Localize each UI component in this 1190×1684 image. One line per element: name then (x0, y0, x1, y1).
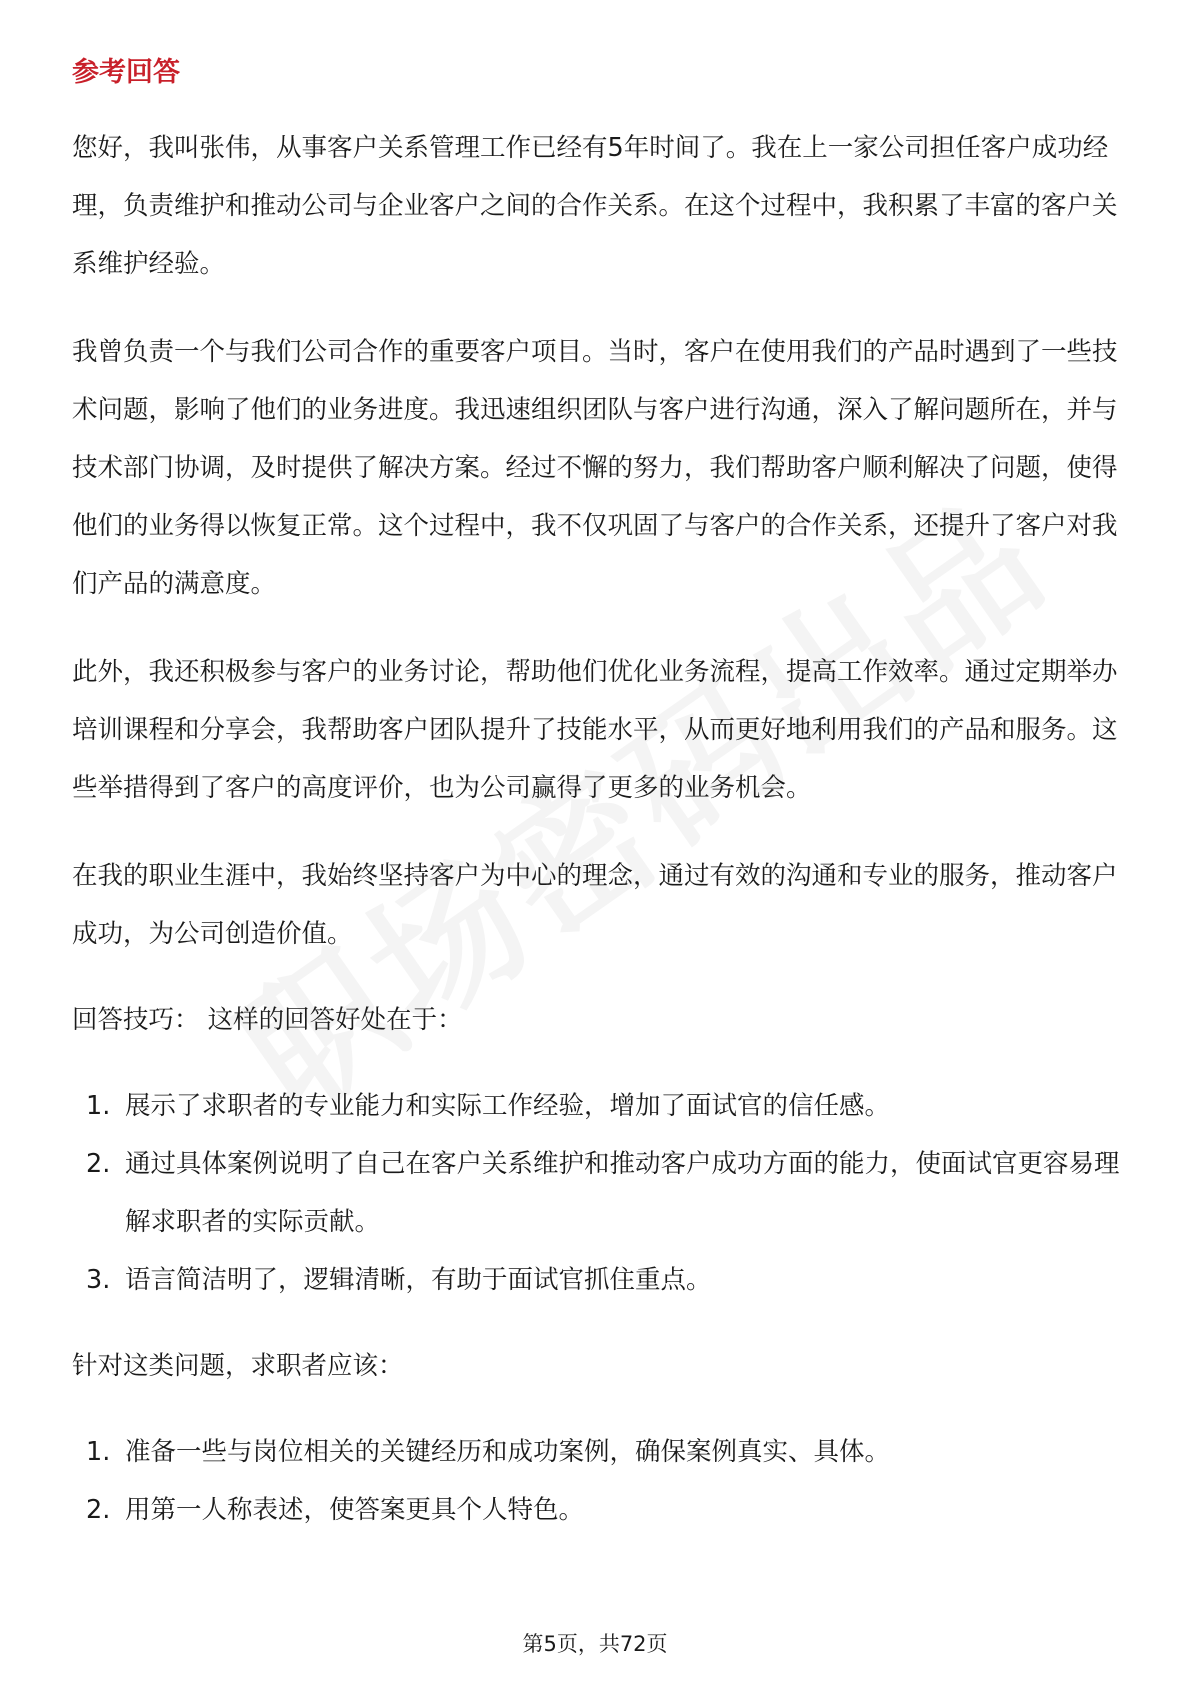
list-text: 用第一人称表述，使答案更具个人特色。 (125, 1495, 585, 1525)
section-heading: 参考回答 (72, 57, 180, 88)
list-text: 展示了求职者的专业能力和实际工作经验，增加了面试官的信任感。 (125, 1091, 891, 1121)
list-item (72, 1135, 1122, 1251)
list-number: 2. (86, 1495, 111, 1525)
paragraph-extra: 此外，我还积极参与客户的业务讨论，帮助他们优化业务流程，提高工作效率。通过定期举办培训课程和分享会，我帮助客户团队提升了技能水平，从而更好地利用我们的产品和服务。这些举措得到了客户的高度评价，也为公司赢得了更多的业务机会。 (72, 657, 1118, 803)
list-text: 通过具体案例说明了自己在客户关系维护和推动客户成功方面的能力，使面试官更容易理解求职者的实际贡献。 (125, 1149, 1120, 1237)
list-text: 准备一些与岗位相关的关键经历和成功案例，确保案例真实、具体。 (125, 1437, 891, 1467)
advice-intro: 针对这类问题，求职者应该： (72, 1351, 404, 1381)
tips-list (72, 1077, 1122, 1309)
paragraph-intro: 您好，我叫张伟，从事客户关系管理工作已经有5年时间了。我在上一家公司担任客户成功经理，负责维护和推动公司与企业客户之间的合作关系。在这个过程中，我积累了丰富的客户关系维护经验。 (72, 133, 1118, 279)
page-number: 第5页，共72页 (522, 1632, 668, 1656)
list-number: 1. (86, 1437, 111, 1467)
list-item (72, 1251, 1122, 1309)
paragraph-summary: 在我的职业生涯中，我始终坚持客户为中心的理念，通过有效的沟通和专业的服务，推动客户成功，为公司创造价值。 (72, 861, 1118, 949)
paragraph-project: 我曾负责一个与我们公司合作的重要客户项目。当时，客户在使用我们的产品时遇到了一些技术问题，影响了他们的业务进度。我迅速组织团队与客户进行沟通，深入了解问题所在，并与技术部门协调，及时提供了解决方案。经过不懈的努力，我们帮助客户顺利解决了问题，使得他们的业务得以恢复正常。这个过程中，我不仅巩固了与客户的合作关系，还提升了客户对我们产品的满意度。 (72, 337, 1118, 599)
list-text: 语言简洁明了，逻辑清晰，有助于面试官抓住重点。 (125, 1265, 712, 1295)
list-number: 3. (86, 1265, 111, 1295)
tips-intro: 回答技巧： 这样的回答好处在于： (72, 1005, 463, 1035)
list-number: 1. (86, 1091, 111, 1121)
list-item (72, 1481, 1122, 1539)
list-number: 2. (86, 1149, 111, 1179)
answer-body (72, 119, 1122, 1539)
advice-list (72, 1423, 1122, 1539)
list-item (72, 1423, 1122, 1481)
list-item (72, 1077, 1122, 1135)
